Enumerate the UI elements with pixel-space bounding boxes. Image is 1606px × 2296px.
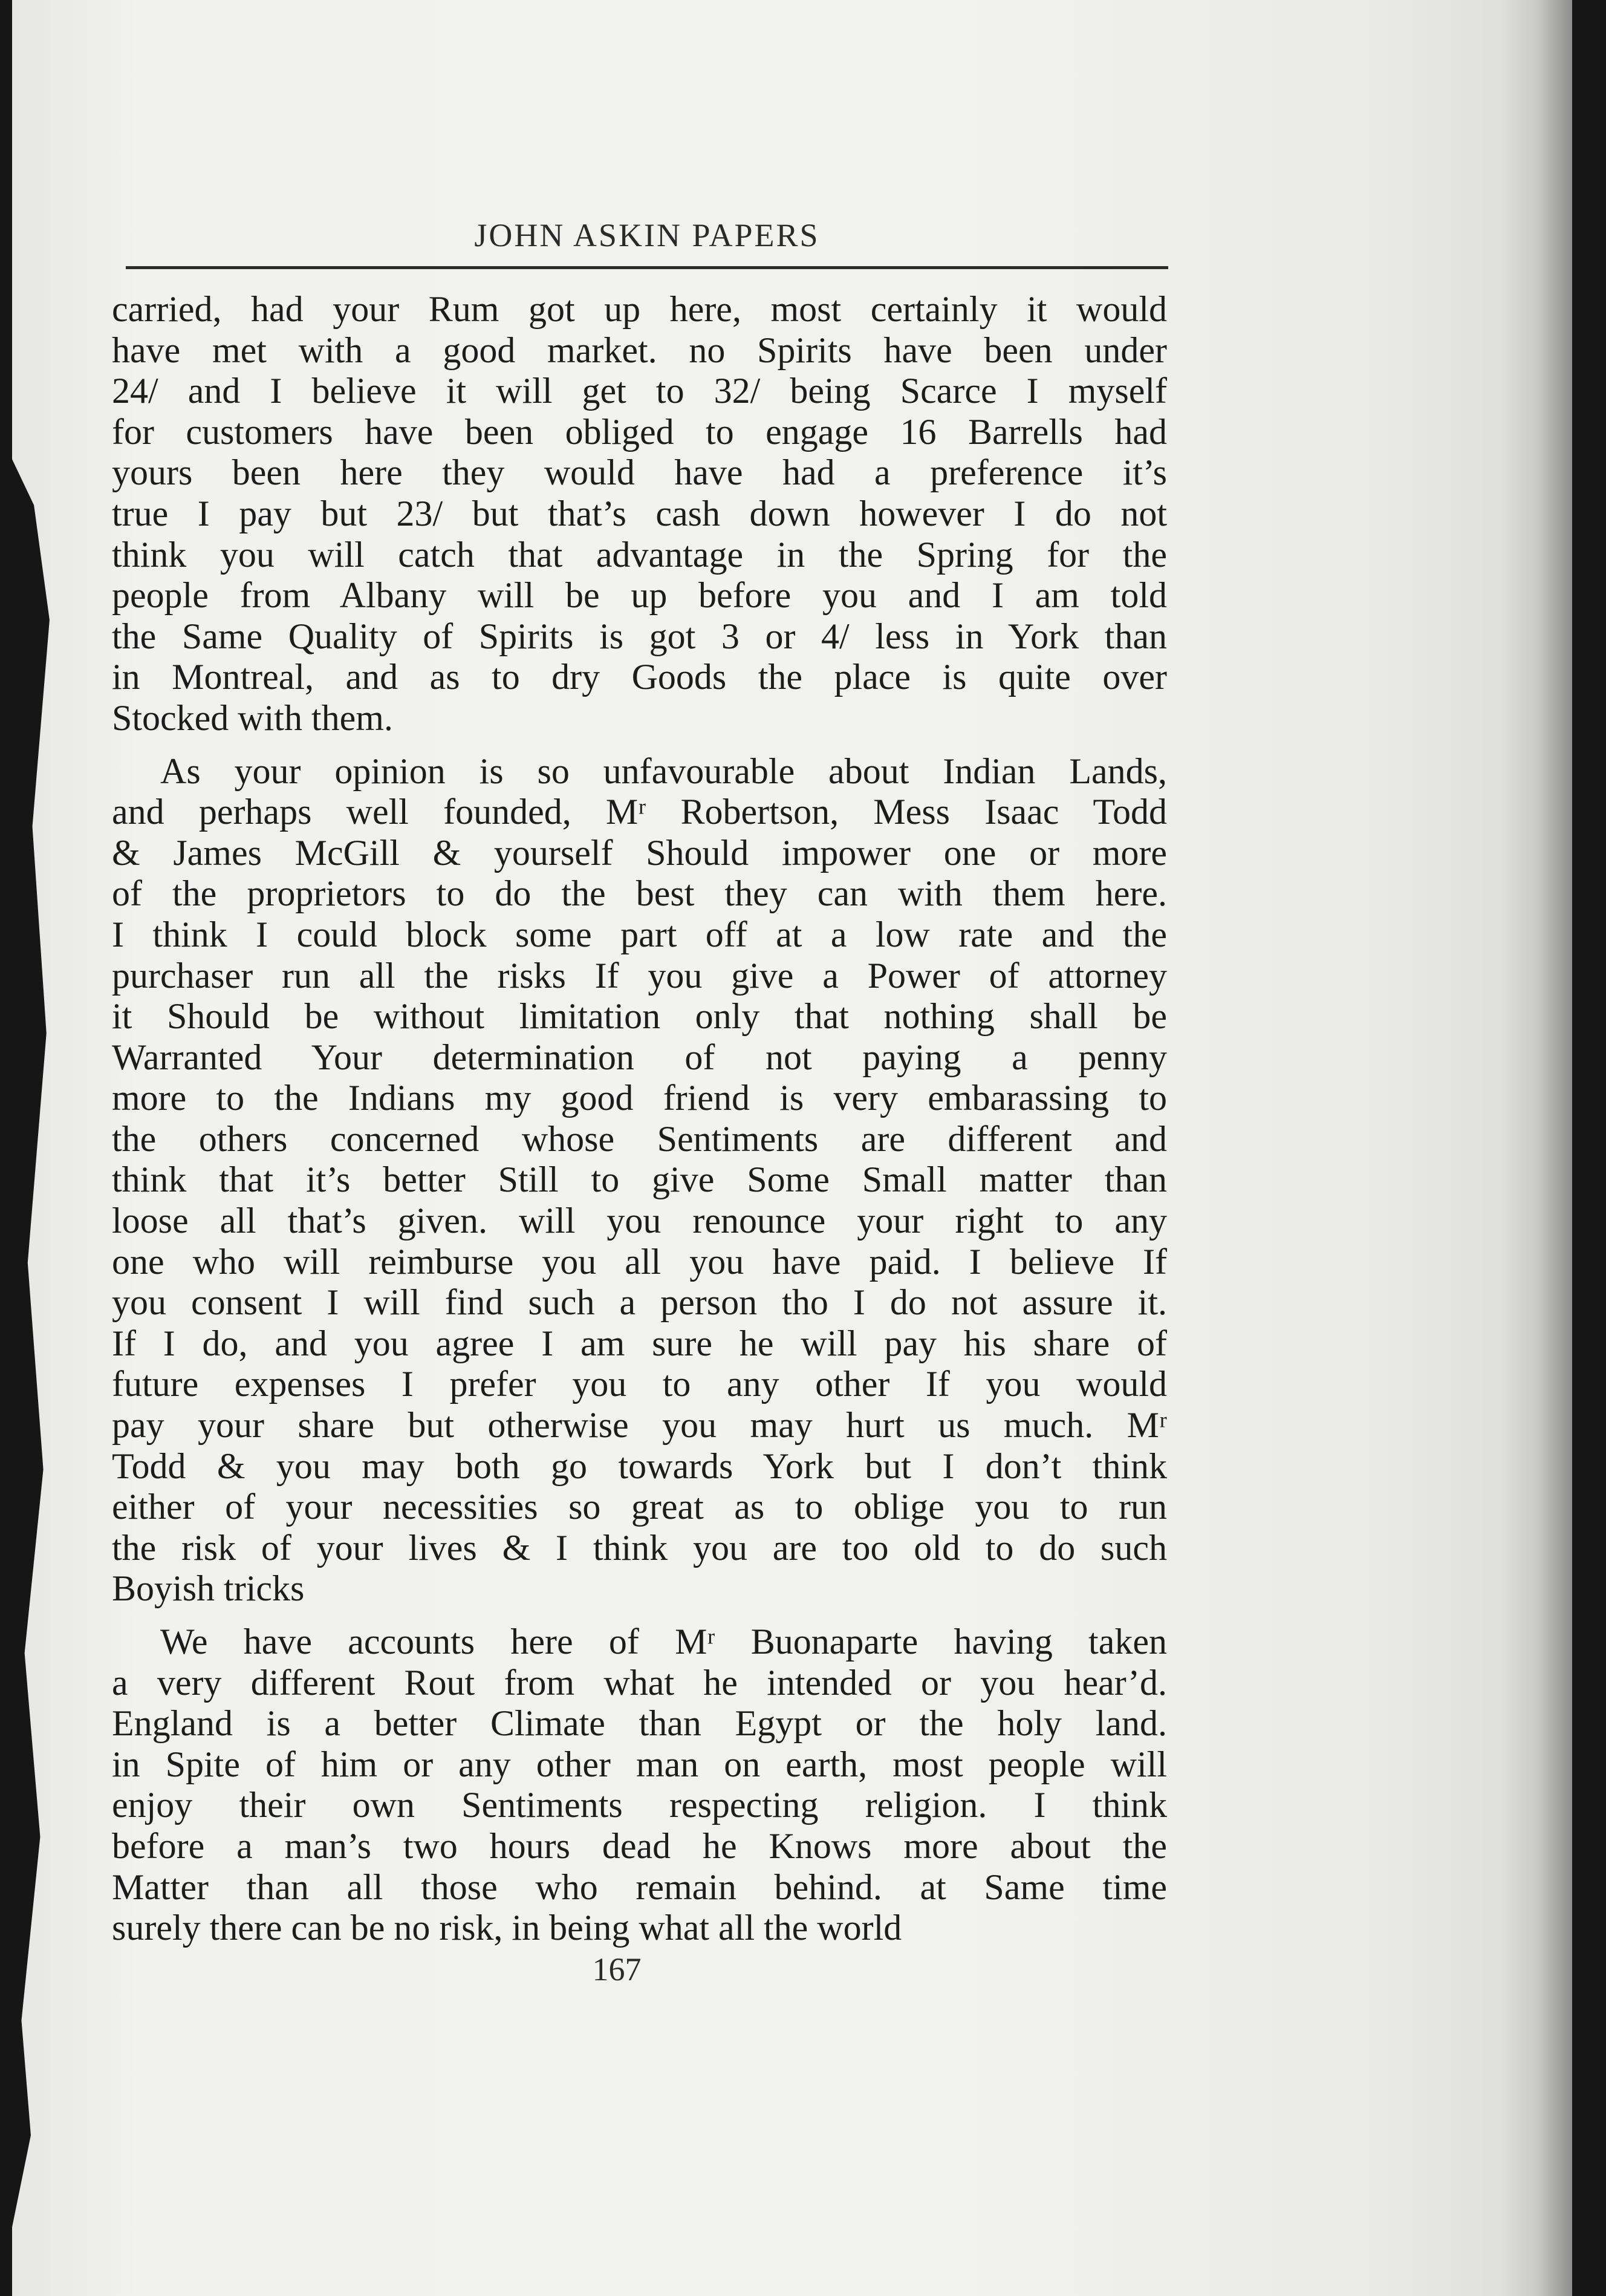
text-line: before a man’s two hours dead he Knows more about the: [112, 1825, 1167, 1866]
text-line: If I do, and you agree I am sure he will pay his share of: [112, 1323, 1167, 1363]
text-line: yours been here they would have had a preference it’s: [112, 452, 1167, 493]
paragraph: [112, 1622, 1167, 1949]
body-text: [112, 289, 1167, 1949]
text-line: think that it’s better Still to give Some Small matter than: [112, 1159, 1167, 1200]
text-line: Warranted Your determination of not paying a penny: [112, 1037, 1167, 1077]
text-line: Matter than all those who remain behind. at Same time: [112, 1867, 1167, 1907]
text-line: future expenses I prefer you to any other If you would: [112, 1364, 1167, 1404]
text-line: England is a better Climate than Egypt or the holy land.: [112, 1703, 1167, 1744]
text-line: & James McGill & yourself Should impower one or more: [112, 832, 1167, 873]
paragraph: [112, 289, 1167, 739]
page-edge-shadow: [1500, 0, 1572, 2296]
text-line: Stocked with them.: [112, 697, 393, 738]
text-line: of the proprietors to do the best they can with them here.: [112, 873, 1167, 914]
text-line: We have accounts here of Mʳ Buonaparte having taken: [160, 1622, 1167, 1662]
text-line: more to the Indians my good friend is very embarassing to: [112, 1078, 1167, 1118]
text-line: true I pay but 23/ but that’s cash down however I do not: [112, 493, 1167, 533]
running-header: JOHN ASKIN PAPERS: [474, 217, 820, 253]
text-line: in Spite of him or any other man on earth, most people will: [112, 1744, 1167, 1784]
text-line: you consent I will find such a person tho I do not assure it.: [112, 1282, 1167, 1323]
text-line: 24/ and I believe it will get to 32/ being Scarce I myself: [112, 371, 1167, 411]
text-line: pay your share but otherwise you may hurt us much. Mʳ: [112, 1405, 1167, 1446]
text-line: I think I could block some part off at a low rate and the: [112, 914, 1167, 954]
paragraph-gap: [112, 739, 1167, 751]
header-rule: [126, 266, 1168, 269]
text-line: have met with a good market. no Spirits have been under: [112, 330, 1167, 370]
text-line: and perhaps well founded, Mʳ Robertson, Mess Isaac Todd: [112, 792, 1167, 832]
text-line: a very different Rout from what he intended or you hear’d.: [112, 1662, 1167, 1703]
text-line: the risk of your lives & I think you are too old to do such: [112, 1527, 1167, 1568]
text-line: surely there can be no risk, in being what all the world: [112, 1908, 902, 1948]
text-line: think you will catch that advantage in the Spring for the: [112, 534, 1167, 575]
text-line: the others concerned whose Sentiments are different and: [112, 1118, 1167, 1159]
text-line: in Montreal, and as to dry Goods the place is quite over: [112, 657, 1167, 697]
text-line: one who will reimburse you all you have paid. I believe If: [112, 1241, 1167, 1282]
page-number: 167: [592, 1951, 642, 1988]
paragraph: [112, 751, 1167, 1609]
text-line: Boyish tricks: [112, 1568, 305, 1609]
text-line: purchaser run all the risks If you give a Power of attorney: [112, 955, 1167, 996]
text-line: the Same Quality of Spirits is got 3 or 4/ less in York than: [112, 616, 1167, 656]
text-line: Todd & you may both go towards York but I don’t think: [112, 1446, 1167, 1486]
text-line: As your opinion is so unfavourable about Indian Lands,: [160, 751, 1167, 791]
text-line: people from Albany will be up before you and I am told: [112, 575, 1167, 616]
text-line: loose all that’s given. will you renounce your right to any: [112, 1201, 1167, 1241]
text-line: enjoy their own Sentiments respecting religion. I think: [112, 1785, 1167, 1825]
paragraph-gap: [112, 1609, 1167, 1622]
text-line: carried, had your Rum got up here, most certainly it would: [112, 289, 1167, 329]
text-line: it Should be without limitation only that nothing shall be: [112, 996, 1167, 1037]
text-line: either of your necessities so great as to oblige you to run: [112, 1487, 1167, 1527]
text-line: for customers have been obliged to engage 16 Barrells had: [112, 411, 1167, 452]
